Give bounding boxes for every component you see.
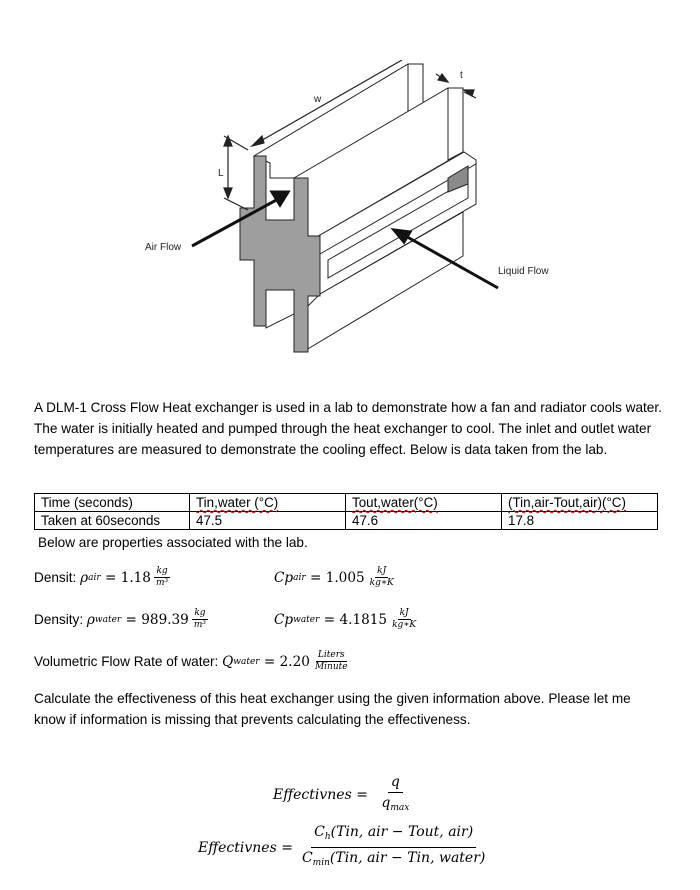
liquid-flow-label: Liquid Flow (498, 266, 549, 277)
density-air-line: Densit: ρ air = 1.18 $\frac{kg}{\text{m³}}$ (34, 566, 169, 588)
header-tin-water: Tin,water (°C) (190, 494, 346, 512)
cell-tin-water: 47.5 (190, 512, 346, 530)
heat-exchanger-diagram (130, 60, 570, 360)
header-time: Time (seconds) (35, 494, 190, 512)
header-air-delta: (Tin,air-Tout,air)(°C) (502, 494, 658, 512)
thickness-label: t (460, 70, 463, 81)
effectiveness-equation-1: Effectivnes = q $q_{max}$ (273, 774, 410, 813)
cell-air-delta: 17.8 (502, 512, 658, 530)
intro-paragraph: A DLM-1 Cross Flow Heat exchanger is used in a lab to demonstrate how a fan and radiator cools water. The water is initially heated and pumped through the heat exchanger to cool. The inlet and outlet water temperatures are measured to demonstrate the cooling effect. Below is data taken from the lab. (34, 400, 662, 457)
properties-intro: Below are properties associated with the lab. (38, 535, 308, 550)
header-tout-water: Tout,water(°C) (346, 494, 502, 512)
width-label: w (314, 94, 322, 105)
cp-water-line: Cp water = 4.1815 $\frac{kJ}{kg∗K}$ (274, 608, 417, 630)
air-flow-label: Air Flow (145, 242, 182, 253)
flow-water-line: Volumetric Flow Rate of water: Q water = 2.20 $\frac{\text{Liters}}{\text{Minute}}$ (34, 650, 348, 672)
table-header-row (35, 494, 658, 512)
question-paragraph: Calculate the effectiveness of this heat exchanger using the given information above. Please let me know if information is missing that prevents calculating the effectiveness. (34, 691, 631, 727)
length-label: L (218, 168, 224, 179)
cell-tout-water: 47.6 (346, 512, 502, 530)
effectiveness-equation-2: Effectivnes = $C_h(Tin$, air − Tout, air) $C_{min}(Tin$, air − Tin, water) (198, 824, 486, 868)
density-water-line: Density: ρ water = 989.39 $\frac{kg}{\text{m³}}$ (34, 608, 206, 630)
cp-air-line: Cp air = 1.005 $\frac{kJ}{kg∗K}$ (274, 566, 394, 588)
table-row (35, 512, 658, 530)
lab-data-table (34, 493, 658, 530)
length-dimension (224, 136, 248, 210)
fin-cross-section (240, 156, 320, 352)
cell-time: Taken at 60seconds (35, 512, 190, 530)
